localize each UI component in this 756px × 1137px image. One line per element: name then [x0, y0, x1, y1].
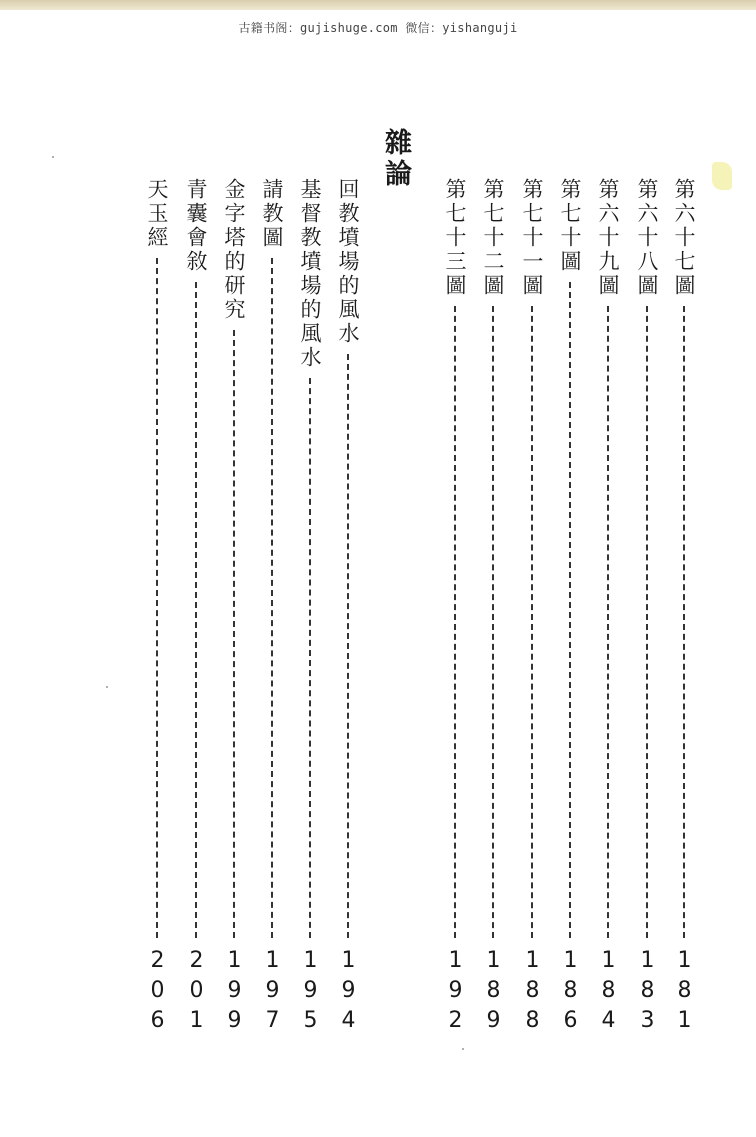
toc-entry[interactable] [518, 178, 546, 1038]
toc-entry[interactable] [633, 178, 661, 1038]
toc-entry-page: 201 [184, 948, 209, 1038]
toc-entry-title: 回教墳場的風水 [336, 178, 360, 346]
toc-entry-title: 第七十圖 [558, 178, 582, 274]
dot-leader [569, 282, 571, 938]
toc-entry-page: 184 [596, 948, 621, 1038]
toc-entry-title: 天玉經 [145, 178, 169, 250]
toc-entry[interactable] [296, 178, 324, 1038]
dot-leader [646, 306, 648, 938]
toc-entry[interactable] [479, 178, 507, 1038]
dot-leader [195, 282, 197, 938]
toc-entry-page: 199 [222, 948, 247, 1038]
toc-entry[interactable] [220, 178, 248, 1038]
toc-entry-page: 188 [520, 948, 545, 1038]
dot-leader [156, 258, 158, 938]
toc-entry-title: 第六十七圖 [672, 178, 696, 298]
toc-entry-title: 第七十一圖 [520, 178, 544, 298]
dot-leader [454, 306, 456, 938]
toc-entry[interactable] [670, 178, 698, 1038]
toc-entry-title: 金字塔的研究 [222, 178, 246, 322]
toc-entry[interactable] [258, 178, 286, 1038]
dot-leader [531, 306, 533, 938]
dot-leader [233, 330, 235, 938]
toc-entry-title: 基督教墳場的風水 [298, 178, 322, 370]
toc-entry-title: 第六十九圖 [596, 178, 620, 298]
toc-entry[interactable] [143, 178, 171, 1038]
toc-entry-page: 197 [260, 948, 285, 1038]
scan-highlight-mark [712, 162, 732, 190]
dot-leader [347, 354, 349, 938]
toc-entry-page: 189 [481, 948, 506, 1038]
toc-entry-title: 第七十二圖 [481, 178, 505, 298]
toc-entry-title: 請教圖 [260, 178, 284, 250]
dot-leader [309, 378, 311, 938]
toc-entry[interactable] [556, 178, 584, 1038]
toc-entry[interactable] [441, 178, 469, 1038]
dot-leader [271, 258, 273, 938]
scan-speck [106, 686, 108, 688]
toc-entry-title: 第七十三圖 [443, 178, 467, 298]
watermark: 古籍书阁：gujishuge.com 微信：yishanguji [238, 21, 518, 35]
toc-entry-title: 第六十八圖 [635, 178, 659, 298]
dot-leader [492, 306, 494, 938]
dot-leader [607, 306, 609, 938]
scan-speck [52, 156, 54, 158]
toc-entry[interactable] [182, 178, 210, 1038]
scan-speck [462, 1048, 464, 1050]
section-title: 雜論 [380, 128, 411, 190]
toc-entry-page: 206 [145, 948, 170, 1038]
toc-entry[interactable] [594, 178, 622, 1038]
toc-entry-page: 183 [635, 948, 660, 1038]
toc-entry-page: 181 [672, 948, 697, 1038]
toc-entry-page: 192 [443, 948, 468, 1038]
toc-entry-page: 195 [298, 948, 323, 1038]
toc-entry[interactable] [334, 178, 362, 1038]
dot-leader [683, 306, 685, 938]
toc-entry-title: 青囊會敘 [184, 178, 208, 274]
toc-entry-page: 194 [336, 948, 361, 1038]
scan-top-band [0, 0, 756, 10]
toc-entry-page: 186 [558, 948, 583, 1038]
